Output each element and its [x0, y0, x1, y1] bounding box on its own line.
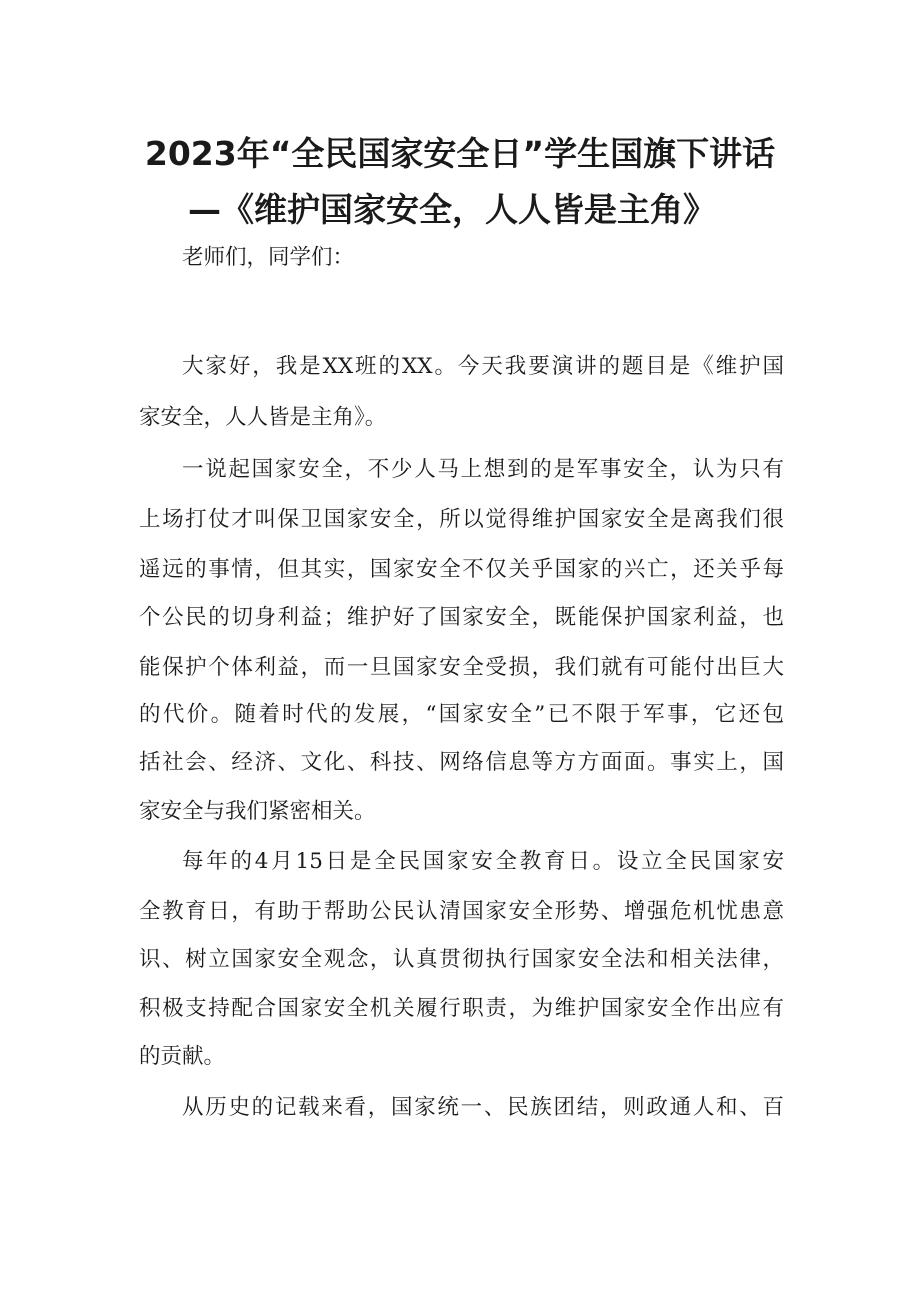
- paragraph-2-line-5: 能保护个体利益，而一旦国家安全受损，我们就有可能付出巨大: [139, 655, 784, 680]
- paragraph-2-line-1: 一说起国家安全，不少人马上想到的是军事安全，认为只有: [182, 457, 784, 482]
- paragraph-2-line-8: 家安全与我们紧密相关。: [139, 799, 376, 824]
- paragraph-1-line-2: 家安全，人人皆是主角》。: [139, 405, 387, 430]
- document-subtitle: —《维护国家安全，人人皆是主角》: [188, 190, 716, 229]
- paragraph-2-line-7: 括社会、经济、文化、科技、网络信息等方方面面。事实上，国: [139, 750, 784, 775]
- paragraph-3-line-2: 全教育日，有助于帮助公民认清国家安全形势、增强危机忧患意: [139, 899, 784, 924]
- paragraph-4-line-1: 从历史的记载来看，国家统一、民族团结，则政通人和、百: [182, 1095, 784, 1120]
- salutation-line: 老师们，同学们：: [182, 245, 355, 270]
- paragraph-2-line-4: 个公民的切身利益；维护好了国家安全，既能保护国家利益，也: [139, 605, 784, 630]
- paragraph-3-line-1: 每年的4月15日是全民国家安全教育日。设立全民国家安: [182, 849, 784, 874]
- paragraph-3-line-3: 识、树立国家安全观念，认真贯彻执行国家安全法和相关法律，: [139, 947, 784, 972]
- document-title: 2023年“全民国家安全日”学生国旗下讲话: [144, 134, 776, 173]
- paragraph-2-line-6: 的代价。随着时代的发展，“国家安全”已不限于军事，它还包: [139, 702, 784, 727]
- paragraph-2-line-2: 上场打仗才叫保卫国家安全，所以觉得维护国家安全是离我们很: [139, 507, 784, 532]
- paragraph-3-line-4: 积极支持配合国家安全机关履行职责，为维护国家安全作出应有: [139, 996, 784, 1021]
- paragraph-1-line-1: 大家好，我是XX班的XX。今天我要演讲的题目是《维护国: [182, 354, 784, 379]
- paragraph-2-line-3: 遥远的事情，但其实，国家安全不仅关乎国家的兴亡，还关乎每: [139, 557, 784, 582]
- paragraph-3-line-5: 的贡献。: [139, 1044, 226, 1069]
